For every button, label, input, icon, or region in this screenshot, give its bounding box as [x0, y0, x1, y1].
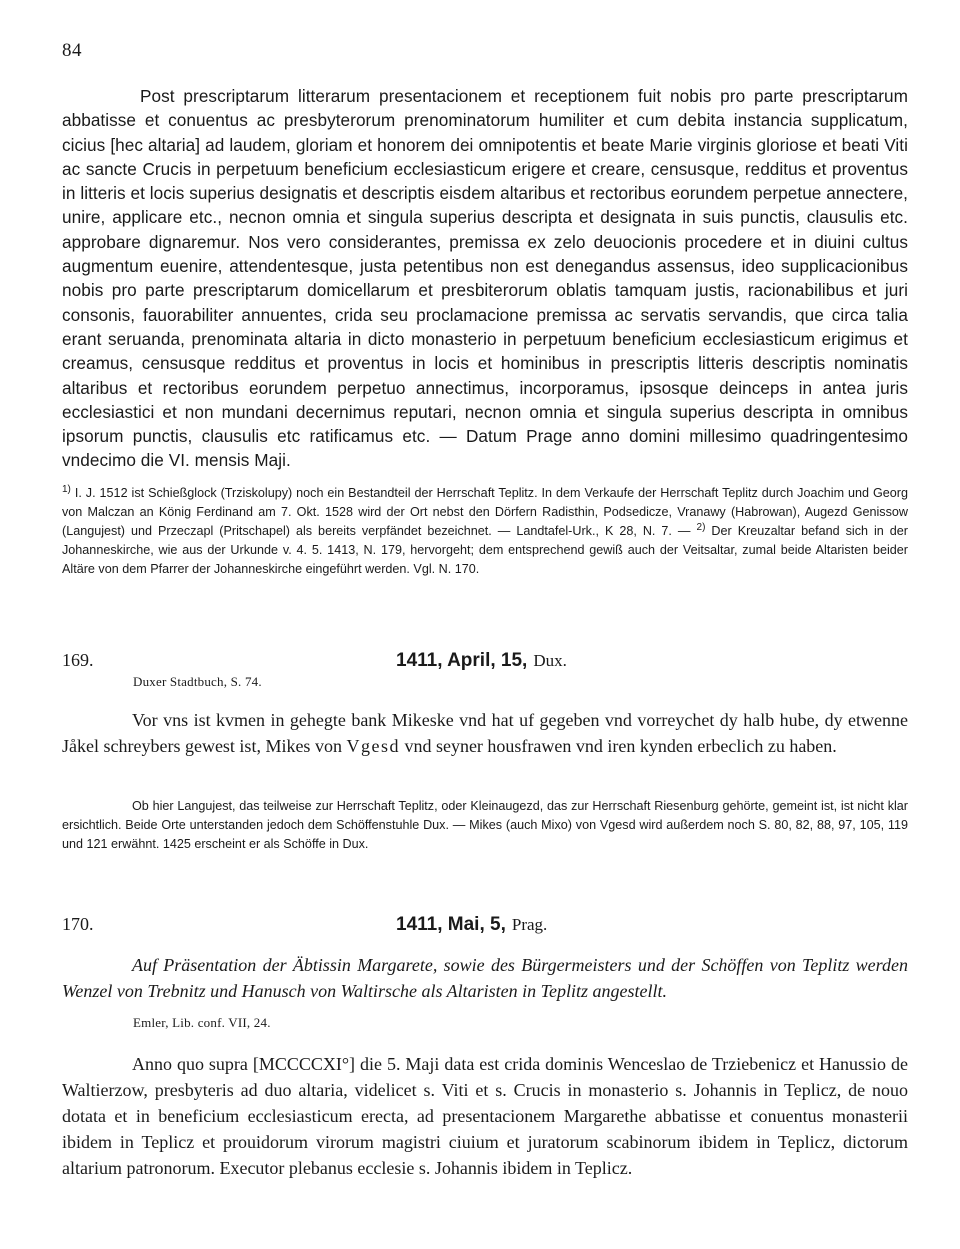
main-paragraph: Post prescriptarum litterarum presentacionem et receptionem fuit nobis pro parte prescriptarum abbatisse et conuentus ac presbyterorum prenominatorum humiliter et cum debita instancia supplicatum, cicius [hec altaria] ad laudem, gloriam et honorem dei omnipotentis et beate Marie virginis gloriose et beati Viti ac sancte Crucis in perpetuum beneficium ecclesiasticum erigere et creare, censusque, redditus et proventus in litteris et locis superius designatis et descriptis eisdem altaribus et rectoribus eorundem perpetue annectere, unire, applicare etc., necnon omnia et singula superius descripta et designata in suis punctis, clausulis etc. approbare dignaremur. Nos vero considerantes, premissa ex zelo deuocionis procedere et in diuini cultus augmentum euenire, attendentesque, justa petentibus non est denegandus assensus, ideo supplicacionibus nobis pro parte prescriptarum domicellarum et presbiterorum oblatis tamquam justis, racionabilibus et juri consonis, fauorabiliter annuentes, crida seu proclamacione premissa ac servatis servandis, que circa talia erant seruanda, prenominata altaria in dicto monasterio in perpetuum beneficium ecclesiasticum erigimus et creamus, censusque redditus et proventus in locis et hominibus in prescriptis litteris descriptis nominatis altaribus et rectoribus eorundem perpetuo annectimus, incorporamus, ipsosque deinceps in antea juris ecclesiastici et non mundani decernimus reputari, necnon omnia et singula superius descripta in omnibus ipsorum punctis, clausulis etc ratificamus etc. — Datum Prage anno domini millesimo quadringentesimo vndecimo die VI. mensis Maji. [62, 86, 908, 471]
entry-169-date [396, 650, 567, 672]
footnote-mark-1: 1) [62, 483, 71, 495]
entry-169-text-a: Vor vns ist kvmen in gehegte bank Mikeske vnd hat uf gegeben vnd vorreychet dy halb hube, dy etwenne Jåkel schreybers gewest ist, Mikes von [62, 710, 908, 756]
entry-170-date-text: 1411, Mai, 5, [396, 914, 506, 935]
entry-170-number: 170. [62, 914, 94, 934]
entry-170-source: Emler, Lib. conf. VII, 24. [133, 1015, 271, 1030]
entry-170-place: Prag. [511, 915, 548, 934]
entry-169-number: 169. [62, 650, 94, 670]
page-number: 84 [62, 40, 82, 61]
entry-169-text-spaced: Vgesd [346, 736, 400, 756]
footnote-mark-2: 2) [696, 521, 706, 533]
entry-169-text [62, 707, 908, 759]
entry-170-date [396, 914, 547, 936]
footnote-text-2: Der Kreuzaltar befand sich in der Johanneskirche, wie aus der Urkunde v. 4. 5. 1413, N. 179, hervorgeht; dem entsprechend gewiß auch der Veitsaltar, zumal beide Altaristen beider Altäre von dem Pfarrer der Johanneskirche eingeführt werden. Vgl. N. 170. [62, 524, 908, 576]
entry-169-source: Duxer Stadtbuch, S. 74. [133, 674, 262, 689]
entry-170-text: Anno quo supra [MCCCCXI°] die 5. Maji data est crida dominis Wenceslao de Trziebenicz et Hanussio de Waltierzow, presbyteris ad duo altaria, videlicet s. Viti et s. Crucis in monasterio s. Johannis in Teplicz, de nouo dotata et in beneficium ecclesiasticum erecta, ad presentacionem Margarethe abbatisse et conuentus monasterii ibidem in Teplicz et prouidorum virorum magistri ciuium et juratorum scabinorum ibidem in Teplicz, dictorum altarium patronorum. Executor plebanus ecclesie s. Johannis ibidem in Teplicz. [62, 1054, 908, 1178]
entry-169-text-b: vnd seyner housfrawen vnd iren kynden erbeclich zu haben. [399, 736, 837, 756]
entry-169-date-text: 1411, April, 15, [396, 650, 528, 671]
entry-170-header [62, 914, 908, 942]
entry-169-note: Ob hier Langujest, das teilweise zur Herrschaft Teplitz, oder Kleinaugezd, das zur Herrschaft Riesenburg gehörte, gemeint ist, ist nicht klar ersichtlich. Beide Orte unterstanden jedoch dem Schöffenstuhle Dux. — Mikes (auch Mixo) von Vgesd wird außerdem noch S. 80, 82, 88, 97, 105, 119 und 121 erwähnt. 1425 erscheint er als Schöffe in Dux. [62, 799, 908, 851]
footnote-text-1: I. J. 1512 ist Schießglock (Trziskolupy) noch ein Bestandteil der Herrschaft Teplitz. In dem Verkaufe der Herrschaft Teplitz durch Joachim und Georg von Malczan an König Ferdinand am 7. Okt. 1528 wird der Ort nebst den Dörfern Radisthin, Podsedicze, Vranawy (Habrowan), Augezd Genissow (Langujest) und Przeczapl (Pritschapel) als bereits verpfändet bezeichnet. — Landtafel-Urk., K 28, N. 7. — [62, 486, 908, 538]
footnotes [62, 484, 908, 579]
entry-170-summary: Auf Präsentation der Äbtissin Margarete, sowie des Bürgermeisters und der Schöffen von Teplitz werden Wenzel von Trebnitz und Hanusch von Waltirsche als Altaristen in Teplitz angestellt. [62, 955, 908, 1001]
entry-169-place: Dux. [533, 651, 567, 670]
